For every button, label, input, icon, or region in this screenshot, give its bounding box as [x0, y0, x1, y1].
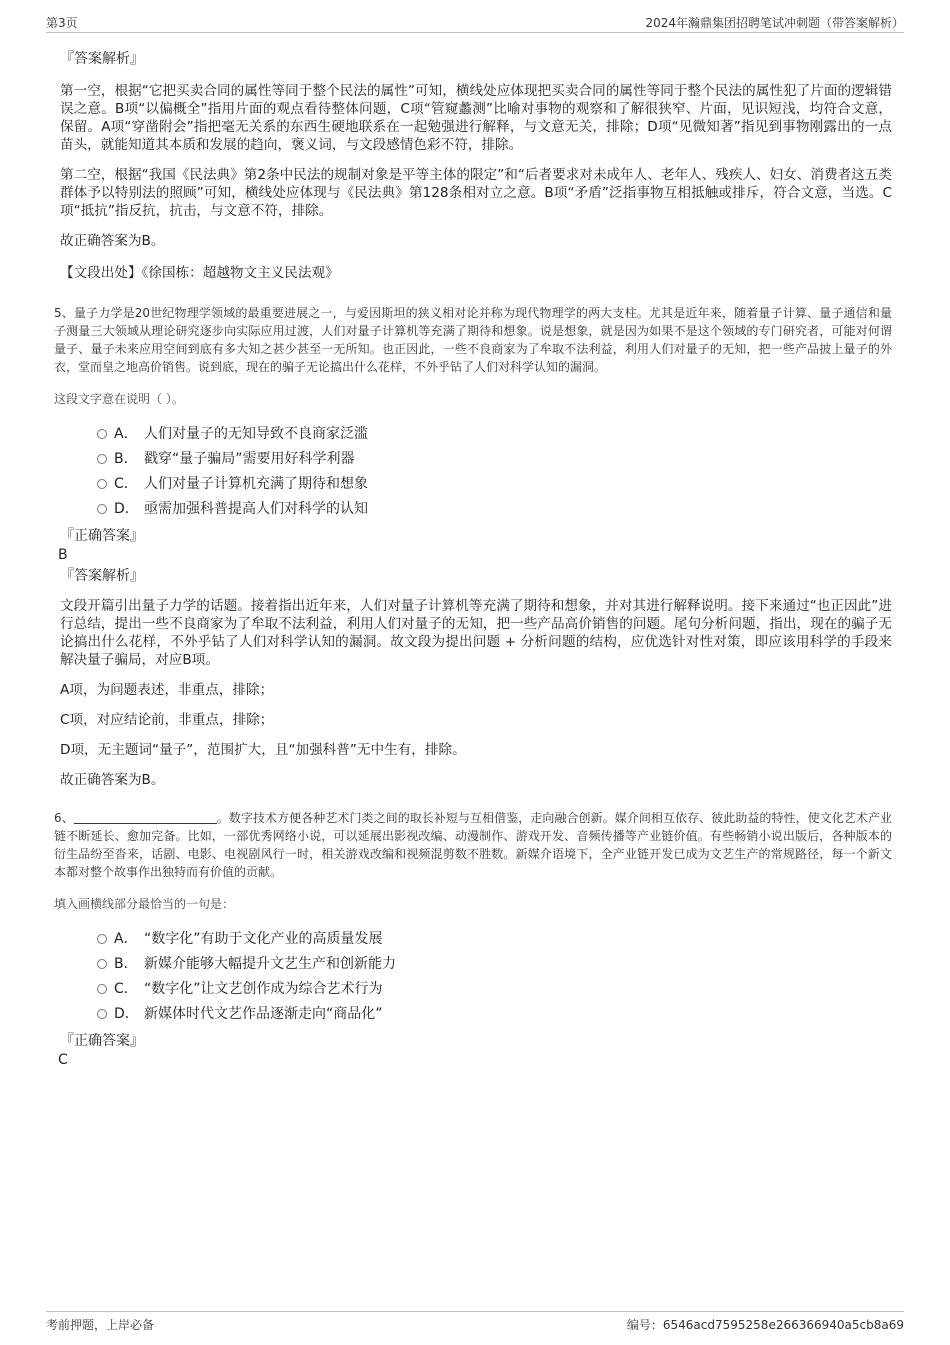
- option-text: 亟需加强科普提高人们对科学的认知: [144, 501, 368, 517]
- q5-stem: 这段文字意在说明（ ）。: [54, 392, 184, 406]
- option-text: 人们对量子的无知导致不良商家泛滥: [144, 426, 368, 442]
- q4-source: 【文段出处】《徐国栋：超越物文主义民法观》: [60, 265, 339, 281]
- q5-analysis-a: A项，为问题表述，非重点，排除；: [60, 682, 274, 698]
- radio-button[interactable]: [97, 984, 107, 994]
- page-content: [56, 44, 892, 1068]
- q6-number: 6、: [54, 811, 74, 825]
- q6-stem: 填入画横线部分最恰当的一句是：: [54, 897, 235, 911]
- q5-conclusion: 故正确答案为B。: [60, 772, 165, 788]
- option-text: 戳穿“量子骗局”需要用好科学利器: [144, 451, 355, 467]
- q5-analysis-para: 文段开篇引出量子力学的话题。接着指出近年来，人们对量子计算机等充满了期待和想象，并对其进行解释说明。接下来通过“也正因此”进行总结，提出一些不良商家为了牟取不法利益，利用人们对量子的无知，把一些产品高价销售的问题。尾句分析问题，指出，现在的骗子无论搞出什么花样，不外乎钻了人们对科学认知的漏洞。故文段为提出问题 + 分析问题的结构，应优选针对性对策，即应该用科学的手段来解决量子骗局，对应B项。: [60, 598, 892, 668]
- option-letter: B．: [114, 451, 138, 467]
- q5-answer-tag: 『正确答案』: [60, 528, 144, 544]
- q5-analysis-tag: 『答案解析』: [60, 568, 144, 584]
- q5-analysis-c: C项，对应结论前，非重点，排除；: [60, 712, 274, 728]
- radio-button[interactable]: [97, 504, 107, 514]
- footer-slogan: 考前押题，上岸必备: [46, 1318, 155, 1332]
- radio-button[interactable]: [97, 934, 107, 944]
- option-text: “数字化”让文艺创作成为综合艺术行为: [144, 981, 383, 997]
- document-title: 2024年瀚鼎集团招聘笔试冲刺题（带答案解析）: [645, 16, 904, 30]
- q5-number: 5、: [54, 306, 74, 320]
- radio-button[interactable]: [97, 454, 107, 464]
- q6-passage-text: 。数字技术方便各种艺术门类之间的取长补短与互相借鉴，走向融合创新。媒介间相互依存、彼此助益的特性，使文化艺术产业链不断延长、愈加完备。比如，一部优秀网络小说，可以延展出影视改编、动漫制作、游戏开发、音频传播等产业链价值。有些畅销小说出版后，各种版本的衍生品纷至沓来，话剧、电影、电视剧风行一时，相关游戏改编和视频混剪数不胜数。新媒介语境下，全产业链开发已成为文艺生产的常规路径，每一个新文本都对整个故事作出独特而有价值的贡献。: [54, 811, 892, 879]
- option-letter: D．: [114, 501, 139, 517]
- document-code: 编号：6546acd7595258e266366940a5cb8a69: [626, 1318, 904, 1332]
- q6-option-a[interactable]: [56, 926, 892, 951]
- option-letter: B．: [114, 956, 138, 972]
- radio-button[interactable]: [97, 429, 107, 439]
- radio-button[interactable]: [97, 959, 107, 969]
- q5-answer: B: [58, 547, 68, 563]
- q5-passage: [54, 304, 892, 376]
- option-letter: C．: [114, 476, 138, 492]
- option-letter: C．: [114, 981, 138, 997]
- q4-analysis-para1: 第一空，根据“它把买卖合同的属性等同于整个民法的属性”可知，横线处应体现把买卖合同的属性等同于整个民法的属性犯了片面的逻辑错误之意。B项“以偏概全”指用片面的观点看待整体问题，C项“管窥蠡测”比喻对事物的观察和了解很狭窄、片面，见识短浅，均符合文意，保留。A项“穿凿附会”指把毫无关系的东西生硬地联系在一起勉强进行解释，与文意无关，排除；D项“见微知著”指见到事物刚露出的一点苗头，就能知道其本质和发展的趋向，褒义词，与文段感情色彩不符，排除。: [60, 83, 892, 153]
- q5-passage-text: 量子力学是20世纪物理学领域的最重要进展之一，与爱因斯坦的狭义相对论并称为现代物理学的两大支柱。尤其是近年来，随着量子计算、量子通信和量子测量三大领域从理论研究逐步向实际应用过渡，人们对量子计算机等充满了期待和想象。说是想象，就是因为如果不是这个领域的专门研究者，可能对何谓量子、量子未来应用空间到底有多大知之甚少甚至一无所知。也正因此，一些不良商家为了牟取不法利益，利用人们对量子的无知，把一些产品披上量子的外衣，堂而皇之地高价销售。说到底，现在的骗子无论搞出什么花样，不外乎钻了人们对科学认知的漏洞。: [54, 306, 892, 374]
- q5-option-b[interactable]: [56, 446, 892, 471]
- q5-option-d[interactable]: [56, 496, 892, 521]
- q6-options: [56, 926, 892, 1026]
- fill-in-blank: [74, 811, 217, 824]
- option-letter: D．: [114, 1006, 139, 1022]
- radio-button[interactable]: [97, 1009, 107, 1019]
- radio-button[interactable]: [97, 479, 107, 489]
- page-number: 第3页: [46, 16, 78, 30]
- q6-answer: C: [58, 1052, 68, 1068]
- option-letter: A．: [114, 426, 138, 442]
- page-header: [46, 12, 904, 33]
- q6-option-c[interactable]: [56, 976, 892, 1001]
- q5-analysis-d: D项，无主题词“量子”，范围扩大，且“加强科普”无中生有，排除。: [60, 742, 466, 758]
- option-text: 人们对量子计算机充满了期待和想象: [144, 476, 368, 492]
- q6-option-d[interactable]: [56, 1001, 892, 1026]
- q4-analysis-tag: 『答案解析』: [60, 51, 144, 67]
- q4-conclusion: 故正确答案为B。: [60, 233, 165, 249]
- option-letter: A．: [114, 931, 138, 947]
- option-text: 新媒体时代文艺作品逐渐走向“商品化”: [144, 1006, 383, 1022]
- option-text: “数字化”有助于文化产业的高质量发展: [144, 931, 383, 947]
- q6-option-b[interactable]: [56, 951, 892, 976]
- q6-answer-tag: 『正确答案』: [60, 1033, 144, 1049]
- option-text: 新媒介能够大幅提升文艺生产和创新能力: [144, 956, 396, 972]
- q5-option-a[interactable]: [56, 421, 892, 446]
- q5-options: [56, 421, 892, 521]
- q4-analysis-para2: 第二空，根据“我国《民法典》第2条中民法的规制对象是平等主体的限定”和“后者要求对未成年人、老年人、残疾人、妇女、消费者这五类群体予以特别法的照顾”可知，横线处应体现与《民法典》第128条相对立之意。B项“矛盾”泛指事物互相抵触或排斥，符合文意，当选。C项“抵抗”指反抗，抗击，与文意不符，排除。: [60, 167, 892, 219]
- q6-passage: [54, 809, 892, 881]
- page-footer: [46, 1311, 904, 1336]
- q5-option-c[interactable]: [56, 471, 892, 496]
